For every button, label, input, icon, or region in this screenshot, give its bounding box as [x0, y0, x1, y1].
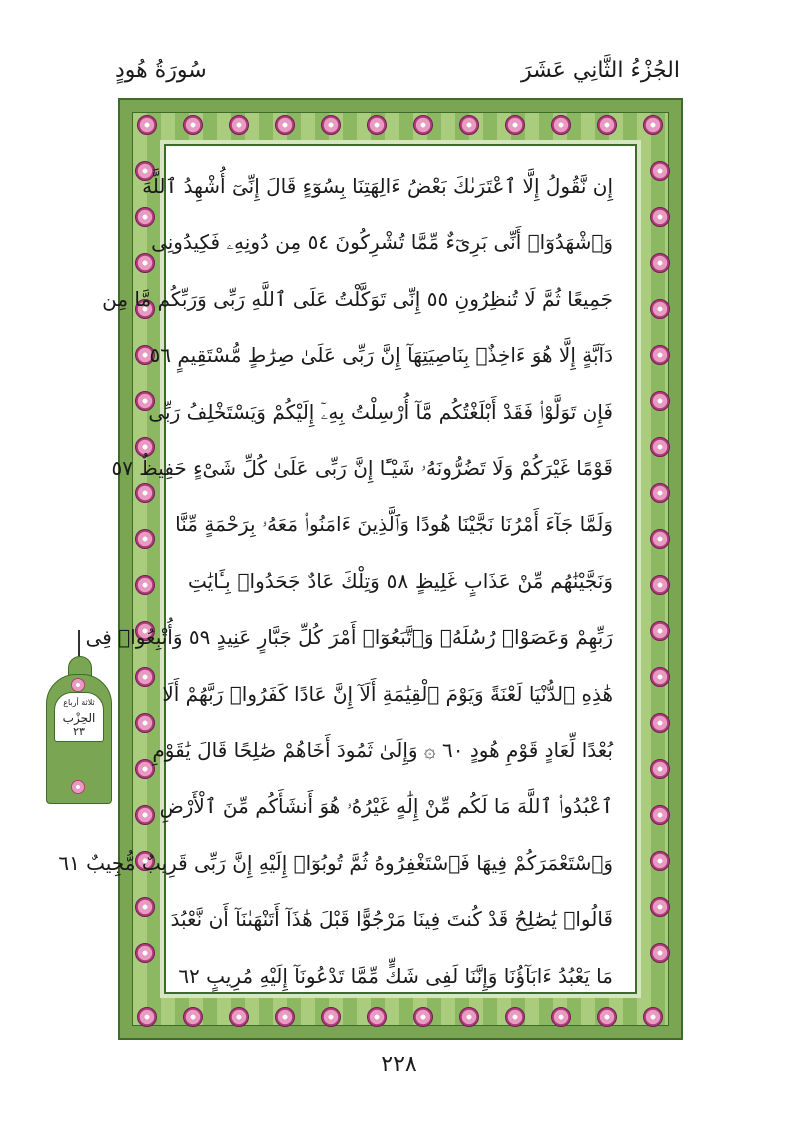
flower-icon [137, 1007, 157, 1027]
page-header [115, 58, 680, 94]
page-number: ٢٢٨ [381, 1052, 417, 1077]
verse-line: وَلَمَّا جَآءَ أَمْرُنَا نَجَّيْنَا هُودًا وَٱلَّذِينَ ءَامَنُوا۟ مَعَهُۥ بِرَحْمَةٍ مِّنَّا [175, 512, 613, 537]
verse-line: فَإِن تَوَلَّوْا۟ فَقَدْ أَبْلَغْتُكُم مَّآ أُرْسِلْتُ بِهِۦٓ إِلَيْكُمْ وَيَسْتَخْلِفُ رَبِّى [148, 399, 613, 424]
flower-icon [650, 759, 670, 779]
flower-icon [135, 575, 155, 595]
flower-icon [275, 115, 295, 135]
verse-line: ٱعْبُدُوا۟ ٱللَّهَ مَا لَكُم مِّنْ إِلَٰهٍ غَيْرُهُۥ هُوَ أَنشَأَكُم مِّنَ ٱلْأَرْضِ [159, 794, 613, 819]
verse-line: وَٱشْهَدُوٓا۟ أَنِّى بَرِىٓءٌ مِّمَّا تُشْرِكُونَ ٥٤ مِن دُونِهِۦ فَكِيدُونِى [151, 230, 613, 255]
flower-icon [551, 1007, 571, 1027]
flower-icon [321, 1007, 341, 1027]
verse-line: مَا يَعْبُدُ ءَابَآؤُنَا وَإِنَّنَا لَفِى شَكٍّ مِّمَّا تَدْعُونَآ إِلَيْهِ مُرِيبٍ ٦٢ [178, 963, 613, 988]
flower-icon [505, 115, 525, 135]
flower-icon [650, 483, 670, 503]
verse-line: إِن نَّقُولُ إِلَّا ٱعْتَرَىٰكَ بَعْضُ ءَالِهَتِنَا بِسُوٓءٍ قَالَ إِنِّىٓ أُشْهِدُ ٱللَّهَ [142, 174, 613, 198]
hizb-number: ٢٣ [73, 725, 85, 738]
flower-icon [135, 897, 155, 917]
flower-icon [135, 529, 155, 549]
flower-icon [650, 667, 670, 687]
flower-icon [650, 437, 670, 457]
flower-icon [650, 943, 670, 963]
hizb-label: الحِزْب [62, 711, 96, 725]
verse-line: هَٰذِهِ ٱلدُّنْيَا لَعْنَةً وَيَوْمَ ٱلْقِيَٰمَةِ أَلَآ إِنَّ عَادًا كَفَرُوا۟ رَبَّهُمْ أَلَا [162, 681, 613, 706]
verse-line: دَآبَّةٍ إِلَّا هُوَ ءَاخِذٌۢ بِنَاصِيَتِهَآ إِنَّ رَبِّى عَلَىٰ صِرَٰطٍ مُّسْتَقِيمٍ ٥٦ [149, 343, 613, 368]
flower-icon [650, 621, 670, 641]
flower-icon [650, 897, 670, 917]
flower-icon [643, 115, 663, 135]
flower-icon [367, 1007, 387, 1027]
flower-icon [650, 161, 670, 181]
flower-icon [135, 667, 155, 687]
flower-icon [650, 713, 670, 733]
flower-icon [135, 943, 155, 963]
flower-icon [551, 115, 571, 135]
hizb-label-plate [54, 692, 104, 742]
flower-icon [459, 1007, 479, 1027]
flower-icon [650, 575, 670, 595]
flower-icon [650, 207, 670, 227]
flower-icon [597, 115, 617, 135]
verse-line: بُعْدًا لِّعَادٍ قَوْمِ هُودٍ ٦٠ ۞ وَإِلَىٰ ثَمُودَ أَخَاهُمْ صَٰلِحًا قَالَ يَٰقَوْمِ [152, 738, 613, 762]
flower-icon [650, 299, 670, 319]
flower-icon [413, 115, 433, 135]
flower-icon [183, 115, 203, 135]
verse-line: قَالُوا۟ يَٰصَٰلِحُ قَدْ كُنتَ فِينَا مَرْجُوًّا قَبْلَ هَٰذَآ أَتَنْهَىٰنَآ أَن نَّعْبُدَ [170, 907, 613, 932]
flower-icon [321, 115, 341, 135]
flower-icon [413, 1007, 433, 1027]
marker-pole [78, 630, 80, 658]
flower-icon [229, 115, 249, 135]
flower-icon [229, 1007, 249, 1027]
flower-icon [650, 253, 670, 273]
juz-title: الجُزْءُ الثَّانِي عَشَرَ [521, 58, 680, 83]
flower-icon [650, 345, 670, 365]
flower-icon [135, 805, 155, 825]
flower-icon [71, 780, 85, 794]
flower-icon [650, 805, 670, 825]
flower-icon [275, 1007, 295, 1027]
hizb-quarter-label: ثلاثة أرباع [63, 698, 95, 707]
verse-line: قَوْمًا غَيْرَكُمْ وَلَا تَضُرُّونَهُۥ شَيْـًٔا إِنَّ رَبِّى عَلَىٰ كُلِّ شَىْءٍ حَفِيظٌ ٥٧ [111, 456, 613, 480]
flower-icon [367, 115, 387, 135]
flower-icon [643, 1007, 663, 1027]
flower-icon [597, 1007, 617, 1027]
flower-icon [650, 391, 670, 411]
flower-icon [183, 1007, 203, 1027]
verse-line: وَنَجَّيْنَٰهُم مِّنْ عَذَابٍ غَلِيظٍ ٥٨ وَتِلْكَ عَادٌ جَحَدُوا۟ بِـَٔايَٰتِ [188, 568, 613, 593]
verse-line: وَٱسْتَعْمَرَكُمْ فِيهَا فَٱسْتَغْفِرُوهُ ثُمَّ تُوبُوٓا۟ إِلَيْهِ إِنَّ رَبِّى قَرِيبٌ مُّجِيبٌ ٦١ [58, 850, 613, 875]
flower-icon [505, 1007, 525, 1027]
verse-line: جَمِيعًا ثُمَّ لَا تُنظِرُونِ ٥٥ إِنِّى تَوَكَّلْتُ عَلَى ٱللَّهِ رَبِّى وَرَبِّكُم مَّا مِن [102, 286, 613, 311]
flower-icon [137, 115, 157, 135]
flower-icon [650, 851, 670, 871]
flower-icon [459, 115, 479, 135]
surah-title: سُورَةُ هُودٍ [115, 58, 207, 83]
hizb-marker [46, 630, 112, 805]
flower-icon [650, 529, 670, 549]
verse-line: رَبِّهِمْ وَعَصَوْا۟ رُسُلَهُۥ وَٱتَّبَعُوٓا۟ أَمْرَ كُلِّ جَبَّارٍ عَنِيدٍ ٥٩ وَأُتْبِعُوا۟ فِى [85, 625, 613, 650]
flower-icon [71, 678, 85, 692]
